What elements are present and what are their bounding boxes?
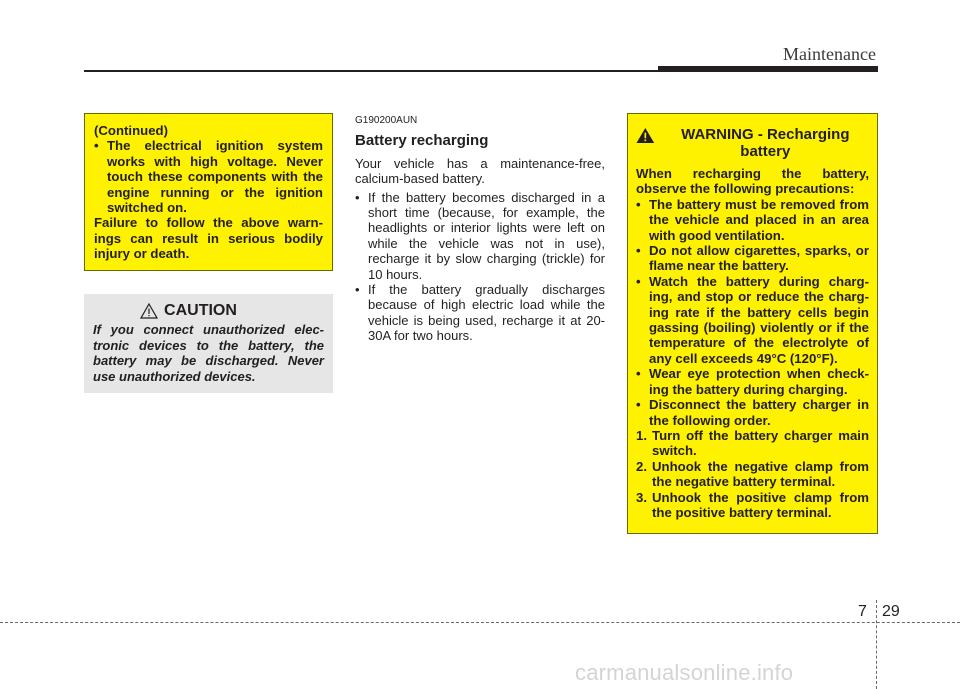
warning-box (627, 113, 878, 534)
list-item: • If the battery gradually discharges because of high electric load while the vehicle is being used, recharge it at 20-30A for two hours. (355, 282, 605, 344)
step-text: Unhook the positive clamp from the positive battery terminal. (652, 489, 869, 520)
list-item (636, 490, 869, 521)
caution-triangle-icon (140, 303, 158, 319)
list-item: • The electrical ignition system works with high voltage. Never touch these components with the engine running or the ignition switched on. (94, 138, 323, 215)
page-chapter-number: 7 (858, 603, 867, 620)
list-item: • The battery must be removed from the vehicle and placed in an area with good ventilation. (636, 197, 869, 243)
caution-title: CAUTION (164, 302, 237, 320)
list-item: • Disconnect the battery charger in the following order. (636, 397, 869, 428)
footer-dashed-rule (0, 622, 960, 623)
list-item: • Wear eye protection when check-ing the battery during charging. (636, 366, 869, 397)
step-number: 2. (636, 458, 647, 474)
caution-text: If you connect unauthorized elec-tronic devices to the battery, the battery may be discharged. Never use unauthorized devices. (93, 322, 324, 384)
step-text: Unhook the negative clamp from the negative battery terminal. (652, 458, 869, 490)
battery-recharging-section (355, 113, 605, 344)
page-number: 29 (882, 603, 900, 620)
warning-bullet-list (636, 197, 869, 428)
caution-heading (93, 303, 324, 319)
warning-intro: When recharging the battery, observe the following precautions: (636, 166, 869, 197)
section-code: G190200AUN (355, 115, 418, 126)
warning-steps-list (636, 428, 869, 520)
section-bullet-list (355, 190, 605, 344)
continued-warning-box (84, 113, 333, 271)
step-number: 3. (636, 489, 647, 505)
warning-triangle-icon (636, 127, 655, 144)
list-item: • Do not allow cigarettes, sparks, or flame near the battery. (636, 243, 869, 274)
step-text: Turn off the battery charger main switch. (652, 427, 869, 459)
continued-footer-text: Failure to follow the above warn-ings can result in serious bodily injury or death. (94, 215, 323, 262)
continued-bullet-list (94, 138, 323, 215)
warning-subtitle: - Recharging battery (740, 126, 850, 160)
section-title: Battery recharging (355, 132, 489, 150)
warning-title: WARNING (681, 126, 754, 143)
header-bar (658, 66, 878, 72)
warning-heading (636, 126, 869, 160)
list-item (636, 428, 869, 459)
list-item (636, 459, 869, 490)
section-intro: Your vehicle has a maintenance-free, calcium-based battery. (355, 155, 605, 187)
watermark: carmanualsonline.info (575, 660, 794, 685)
caution-box (84, 294, 333, 393)
step-number: 1. (636, 427, 647, 443)
list-item: • If the battery becomes discharged in a short time (because, for example, the headlights or interior lights were left on while the vehicle was not in use), recharge it by slow charging (trickle) for 10 hours. (355, 190, 605, 282)
page-header-title: Maintenance (783, 44, 876, 64)
footer-vertical-rule (876, 600, 877, 689)
list-item: • Watch the battery during charg-ing, and stop or reduce the charg-ing rate if the battery cells begin gassing (boiling) violently or if the temperature of the electrolyte of any cell exceeds 49°C (120°F). (636, 274, 869, 366)
continued-heading: (Continued) (94, 123, 168, 138)
